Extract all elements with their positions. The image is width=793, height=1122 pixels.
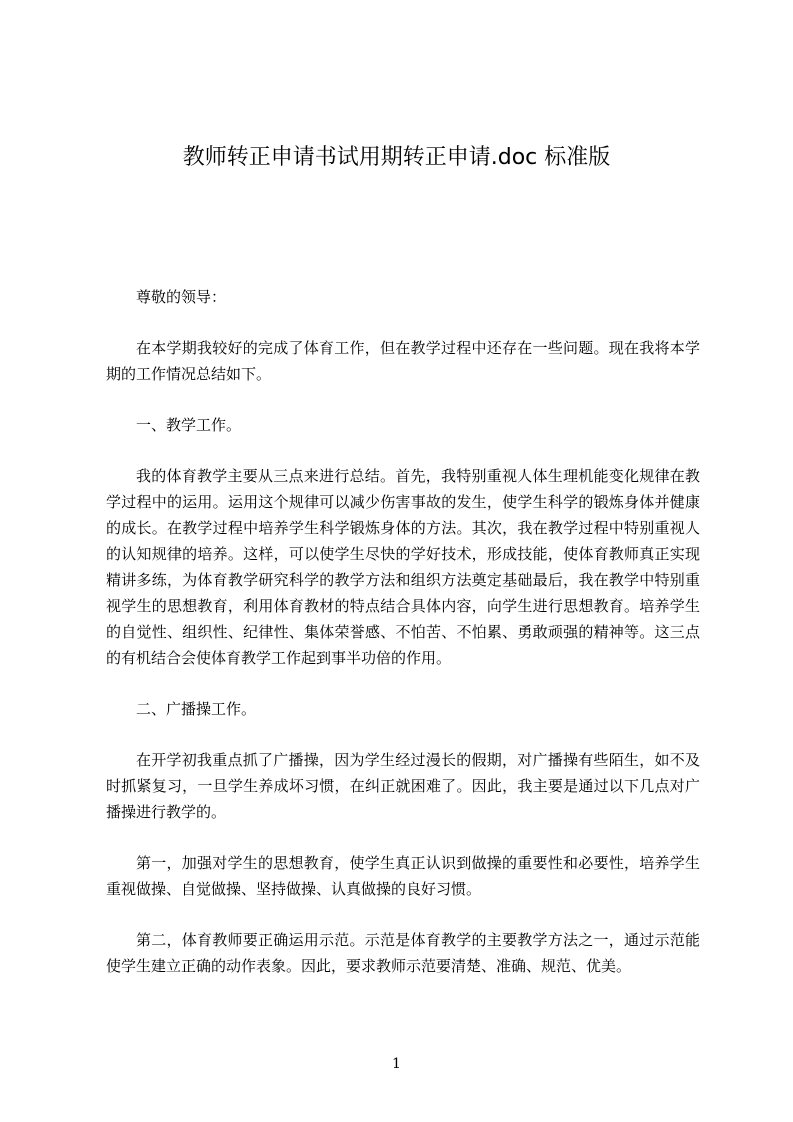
point-two-paragraph: 第二，体育教师要正确运用示范。示范是体育教学的主要教学方法之一，通过示范能使学生建立正确的动作表象。因此，要求教师示范要清楚、准确、规范、优美。	[106, 931, 700, 975]
point-one-paragraph: 第一，加强对学生的思想教育，使学生真正认识到做操的重要性和必要性，培养学生重视做操、自觉做操、坚持做操、认真做操的良好习惯。	[106, 854, 700, 898]
broadcast-exercise-paragraph: 在开学初我重点抓了广播操，因为学生经过漫长的假期，对广播操有些陌生，如不及时抓紧复习，一旦学生养成坏习惯，在纠正就困难了。因此，我主要是通过以下几点对广播操进行教学的。	[106, 751, 700, 821]
page-number: 1	[392, 1056, 401, 1072]
teaching-paragraph: 我的体育教学主要从三点来进行总结。首先，我特别重视人体生理机能变化规律在教学过程中的运用。运用这个规律可以减少伤害事故的发生，使学生科学的锻炼身体并健康的成长。在教学过程中培养学生科学锻炼身体的方法。其次，我在教学过程中特别重视人的认知规律的培养。这样，可以使学生尽快的学好技术，形成技能，使体育教师真正实现精讲多练，为体育教学研究科学的教学方法和组织方法奠定基础最后，我在教学中特别重视学生的思想教育，利用体育教材的特点结合具体内容，向学生进行思想教育。培养学生的自觉性、组织性、纪律性、集体荣誉感、不怕苦、不怕累、勇敢顽强的精神等。这三点的有机结合会使体育教学工作起到事半功倍的作用。	[106, 467, 700, 667]
salutation: 尊敬的领导：	[136, 288, 227, 306]
document-body	[106, 284, 700, 1004]
intro-paragraph: 在本学期我较好的完成了体育工作，但在教学过程中还存在一些问题。现在我将本学期的工作情况总结如下。	[106, 339, 700, 383]
document-title: 教师转正申请书试用期转正申请.doc 标准版	[182, 145, 611, 170]
section-heading-teaching: 一、教学工作。	[136, 416, 242, 434]
section-heading-broadcast-exercise: 二、广播操工作。	[136, 700, 257, 718]
